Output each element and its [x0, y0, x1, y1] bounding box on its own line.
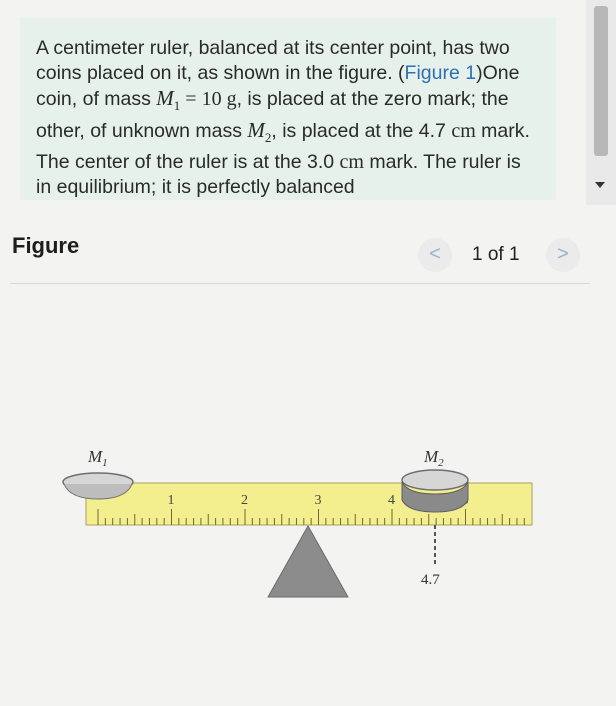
- vertical-scrollbar[interactable]: [586, 0, 616, 205]
- mass-symbol-m2: [247, 118, 272, 146]
- chevron-left-icon[interactable]: <: [418, 238, 452, 272]
- problem-text-part: , is placed at the zero mark; the other, of unknown mass: [36, 88, 509, 143]
- coin-m2-label: [423, 447, 444, 469]
- problem-text-part: mark. The center of the ruler is at the 3.0: [36, 120, 530, 174]
- coin-m2: [402, 470, 468, 490]
- unit-centimeters: cm: [451, 120, 476, 143]
- m2-position-label: 4.7: [421, 572, 440, 588]
- problem-text: [36, 36, 536, 200]
- coin-m1-label: [87, 447, 108, 469]
- equation-value: = 10: [180, 88, 227, 110]
- scroll-down-arrow-icon[interactable]: [595, 182, 605, 188]
- chevron-right-icon[interactable]: >: [546, 238, 580, 272]
- coin-label-subscript: 2: [438, 457, 444, 469]
- ruler-balance-diagram: [10, 284, 590, 701]
- figure-link[interactable]: Figure 1: [404, 62, 477, 84]
- problem-statement-box: [20, 18, 556, 200]
- ruler-number: 4: [388, 493, 395, 508]
- problem-text-part: A centimeter ruler, balanced at its center point, has two coins placed on it, as shown in the figure. (: [36, 37, 510, 84]
- coin-label-subscript: 1: [102, 457, 108, 469]
- problem-text-part: , is placed at the 4.7: [271, 120, 452, 143]
- mass-symbol-subscript: 1: [173, 98, 181, 114]
- scrollbar-thumb[interactable]: [594, 6, 608, 156]
- fulcrum: [268, 526, 348, 597]
- problem-text-part: mark. The ruler is in equilibrium; it is perfectly balanced: [36, 151, 521, 199]
- figure-panel: [10, 283, 590, 701]
- unit-centimeters: cm: [339, 151, 364, 174]
- coin-label-letter: M: [88, 447, 103, 466]
- figure-page-count: 1 of 1: [472, 244, 520, 265]
- mass-symbol-m1: [156, 86, 181, 114]
- ruler-number: 1: [167, 493, 175, 508]
- unit-grams: g: [226, 88, 237, 110]
- coin-label-letter: M: [424, 447, 439, 466]
- problem-text-part: )One coin, of mass: [36, 62, 520, 110]
- mass-symbol-letter: M: [156, 86, 174, 110]
- ruler-number: 3: [314, 493, 322, 508]
- ruler-number: 2: [241, 493, 248, 508]
- mass-symbol-letter: M: [247, 118, 265, 143]
- mass-symbol-subscript: 2: [264, 130, 272, 146]
- figure-title: Figure: [12, 233, 80, 258]
